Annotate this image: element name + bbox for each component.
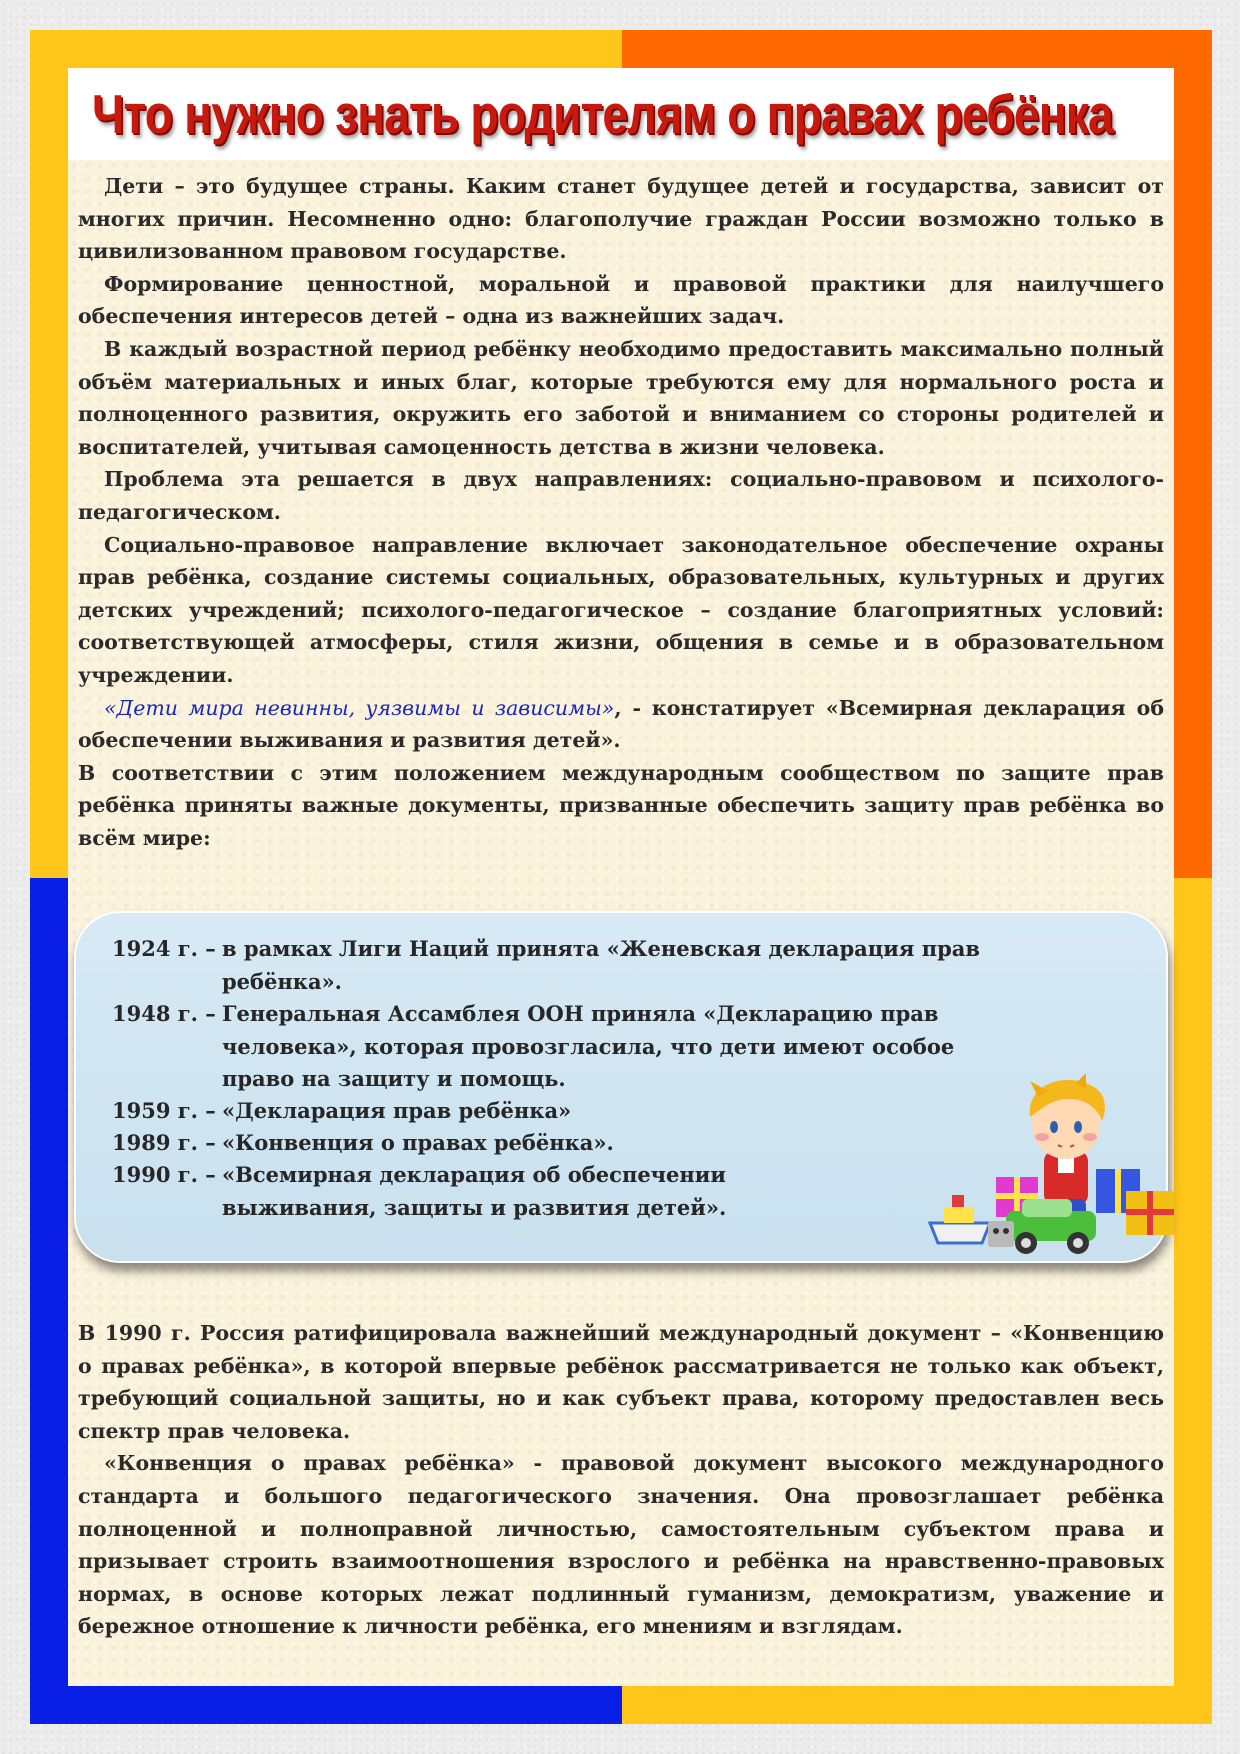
timeline-text: «Всемирная декларация об обеспечении выживания, защиты и развития детей». xyxy=(222,1162,727,1220)
paragraph: Дети – это будущее страны. Каким станет будущее детей и государства, зависит от многих причин. Несомненно одно: благополучие граждан России возможно только в цивилизованном правовом государстве. xyxy=(78,174,1164,264)
lead-paragraph: В соответствии с этим положением международным сообществом по защите прав ребёнка приняты важные документы, призванные обеспечить защиту прав ребёнка во всём мире: xyxy=(78,760,1164,850)
timeline-year: 1924 г. – xyxy=(112,936,216,961)
timeline-text: «Декларация прав ребёнка» xyxy=(222,1098,572,1123)
timeline-item xyxy=(112,1095,1012,1128)
paragraph: В 1990 г. Россия ратифицировала важнейший международный документ – «Конвенцию о правах ребёнка», в которой впервые ребёнок рассматривается не только как объект, требующий социальной защиты, но и как субъект права, которому предоставлен весь спектр прав человека. xyxy=(78,1321,1164,1443)
timeline-item xyxy=(112,1159,832,1224)
timeline-text: «Конвенция о правах ребёнка». xyxy=(222,1130,614,1155)
boy-with-toys-illustration xyxy=(926,1073,1178,1263)
timeline-text: Генеральная Ассамблея ООН приняла «Декларацию прав человека», которая провозгласила, что дети имеют особое право на защиту и помощь. xyxy=(222,1001,955,1091)
quote-rest: , - констатирует «Всемирная декларация об обеспечении выживания и развития детей». xyxy=(78,695,1164,753)
paragraph: Проблема эта решается в двух направлениях: социально-правовом и психолого-педагогическом. xyxy=(78,467,1164,524)
paragraph: Формирование ценностной, моральной и правовой практики для наилучшего обеспечения интересов детей – одна из важнейших задач. xyxy=(78,271,1164,329)
title-strip xyxy=(68,68,1174,160)
paragraph: Социально-правовое направление включает законодательное обеспечение охраны прав ребёнка, создание системы социальных, образовательных, культурных и других детских учреждений; психолого-педагогическое – создание благоприятных условий: соответствующей атмосферы, стиля жизни, общения в семье и в образовательном учреждении. xyxy=(78,532,1164,687)
timeline-item xyxy=(112,998,1012,1096)
paragraph: «Конвенция о правах ребёнка» - правовой документ высокого международного стандарта и большого педагогического значения. Она провозглашает ребёнка полноценной и полноправной личностью, самостоятельным субъектом права и призывает строить взаимоотношения взрослого и ребёнка на нравственно-правовых нормах, в основе которых лежат подлинный гуманизм, демократизм, уважение и бережное отношение к личности ребёнка, его мнениям и взглядам. xyxy=(78,1451,1164,1639)
closing-text xyxy=(78,1317,1164,1643)
timeline-year: 1989 г. – xyxy=(112,1130,216,1155)
quote-text: «Дети мира невинны, уязвимы и зависимы» xyxy=(104,695,615,720)
page-title: Что нужно знать родителям о правах ребёнка xyxy=(92,83,1113,145)
timeline-item xyxy=(112,933,1012,998)
quote-paragraph xyxy=(78,692,1164,757)
paragraph: В каждый возрастной период ребёнку необходимо предоставить максимально полный объём материальных и иных благ, которые требуются ему для нормального роста и полноценного развития, окружить его заботой и вниманием со стороны родителей и воспитателей, учитывая самоценность детства в жизни человека. xyxy=(78,336,1164,459)
timeline-text: в рамках Лиги Наций принята «Женевская декларация прав ребёнка». xyxy=(222,936,980,994)
poster-panel xyxy=(68,68,1174,1686)
intro-text xyxy=(78,170,1164,854)
timeline-item xyxy=(112,1127,1012,1160)
timeline-year: 1959 г. – xyxy=(112,1098,216,1123)
timeline-year: 1990 г. – xyxy=(112,1162,216,1187)
timeline-year: 1948 г. – xyxy=(112,1001,216,1026)
